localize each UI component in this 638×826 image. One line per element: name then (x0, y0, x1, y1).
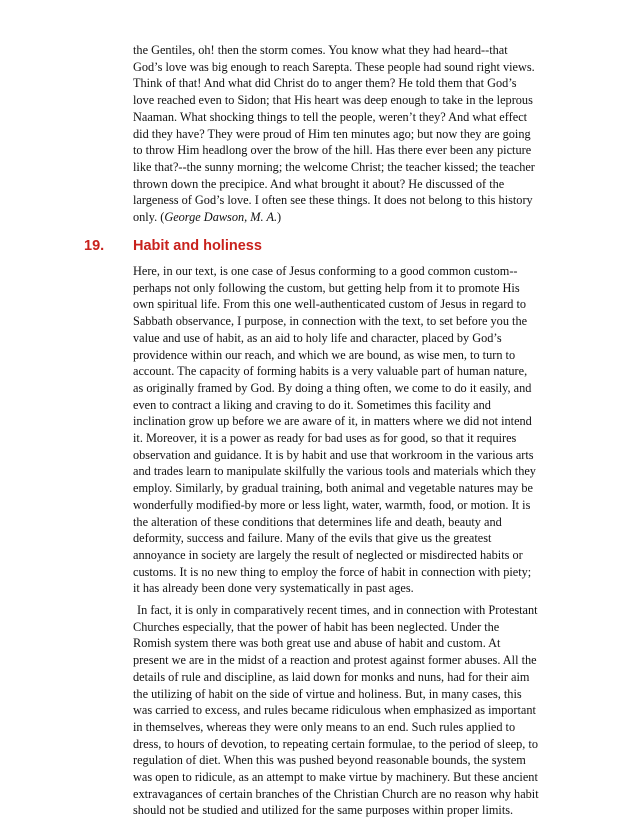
body-paragraph-2 (133, 602, 553, 819)
attribution-line (133, 209, 553, 226)
attribution-suffix: ) (277, 210, 282, 225)
text-line: even to contract a liking and craving to do it. Sometimes this facility and (133, 397, 491, 412)
text-line: details of rule and discipline, as laid down for monks and nuns, had for their aim (133, 669, 530, 684)
text-line: Churches especially, that the power of habit has been neglected. Under the (133, 619, 500, 634)
text-line: own spiritual life. From this one well-authenticated custom of Jesus in regard to (133, 297, 527, 312)
text-line: love reached even to Sidon; that His heart was deep enough to take in the leprous (133, 93, 533, 108)
text-line: account. The capacity of forming habits is a very valuable part of human nature, (133, 364, 528, 379)
section-heading (84, 238, 262, 254)
text-line: employ. Similarly, by gradual training, both animal and vegetable natures may be (133, 481, 533, 496)
text-line: customs. It is no new thing to employ the force of habit in connection with piety; (133, 564, 532, 579)
text-line: providence within our reach, and which we are bound, as wise men, to turn to (133, 347, 516, 362)
text-line: present we are in the midst of a reaction and protest against former abuses. All the (133, 653, 537, 668)
text-line: did they have? They were proud of Him ten minutes ago; but now they are going (133, 126, 531, 141)
text-line: as originally framed by God. By doing a thing often, we come to do it easily, and (133, 380, 532, 395)
section-number: 19. (84, 238, 105, 254)
text-line: it. Moreover, it is a power as ready for bad uses as for good, so that it requires (133, 431, 517, 446)
text-line: annoyance in society are largely the result of neglected or misdirected habits or (133, 547, 523, 562)
text-line: was carried to excess, and rules became ridiculous when emphasized as important (133, 703, 536, 718)
text-line: like that?--the sunny morning; the welcome Christ; the teacher kissed; the teacher (133, 159, 535, 174)
text-line: dress, to hours of devotion, to repeating certain formulae, to the period of sleep, to (133, 736, 538, 751)
text-line: Naaman. What shocking things to tell the people, weren’t they? And what effect (133, 109, 528, 124)
text-line: to throw Him headlong over the brow of the hill. Has there ever been any picture (133, 143, 532, 158)
text-line: in themselves, whereas they were only means to an end. Such rules applied to (133, 719, 516, 734)
text-line: was open to ridicule, as an attempt to make virtue by machinery. But these ancient (133, 770, 538, 785)
text-line: inclination grow up before we are aware of it, in matters where we did not intend (133, 414, 532, 429)
intro-paragraph (133, 42, 553, 226)
text-line: observation and guidance. It is by habit and use that workroom in the various arts (133, 447, 534, 462)
text-line: Sabbath observance, I purpose, in connection with the text, to set before you the (133, 314, 528, 329)
text-line: deformity, success and failure. Many of the evils that give us the greatest (133, 531, 492, 546)
text-line: thrown down the precipice. And what brought it about? He discussed of the (133, 176, 505, 191)
text-line: value and use of habit, as an aid to holy life and character, placed by God’s (133, 330, 502, 345)
text-line: perhaps not only following the custom, but getting help from it to promote His (133, 280, 520, 295)
text-line: it has already been done very systematically in past ages. (133, 581, 414, 596)
text-line: the Gentiles, oh! then the storm comes. You know what they had heard--that (133, 43, 508, 57)
text-line: and trades learn to manipulate skilfully the various tools and materials which they (133, 464, 536, 479)
text-line: largeness of God’s love. I often see these things. It does not belong to this history (133, 193, 533, 208)
text-line: wonderfully modified-by more or less light, water, warmth, food, or motion. It is (133, 497, 531, 512)
text-line: God’s love was big enough to reach Sarepta. These people had sound right views. (133, 59, 535, 74)
attribution-prefix: only. ( (133, 210, 165, 225)
text-line: extravagances of certain branches of the Christian Church are no reason why habit (133, 786, 539, 801)
text-line: In fact, it is only in comparatively recent times, and in connection with Protestant (137, 603, 538, 617)
text-line: the utilizing of habit on the side of virtue and holiness. But, in many cases, this (133, 686, 522, 701)
section-title: Habit and holiness (133, 238, 262, 254)
text-line: Romish system there was both great use and abuse of habit and custom. At (133, 636, 501, 651)
attribution-author: George Dawson, M. A. (164, 210, 278, 225)
text-line: regulation of diet. When this was pushed beyond reasonable bounds, the system (133, 753, 526, 768)
text-line: the alteration of these conditions that determines life and death, beauty and (133, 514, 502, 529)
body-paragraph-1 (133, 263, 553, 597)
text-line: Here, in our text, is one case of Jesus conforming to a good common custom-- (133, 264, 518, 278)
text-line: should not be studied and utilized for the same purposes within proper limits. (133, 803, 514, 818)
text-line: Think of that! And what did Christ do to anger them? He told them that God’s (133, 76, 517, 91)
